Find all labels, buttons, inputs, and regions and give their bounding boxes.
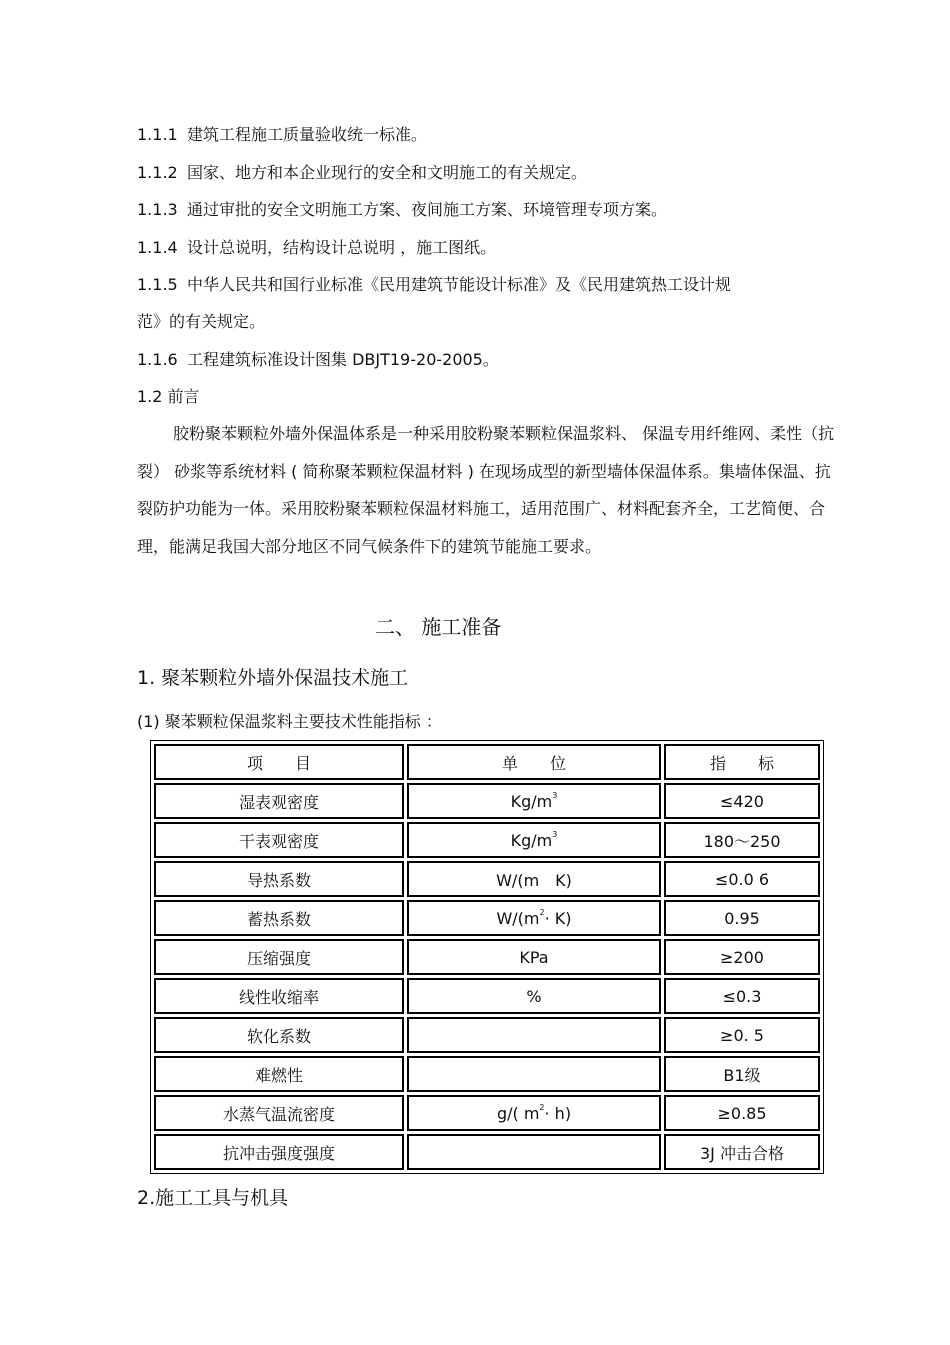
list-item — [137, 275, 731, 295]
list-item — [137, 163, 587, 183]
unit-cell — [407, 861, 661, 897]
item-cell: 湿表观密度 — [154, 783, 404, 819]
table-row — [154, 1017, 820, 1053]
value-cell: 3J 冲击合格 — [664, 1134, 820, 1170]
spec-table — [150, 740, 824, 1174]
list-item — [137, 125, 427, 145]
table-row — [154, 978, 820, 1014]
unit-cell — [407, 1017, 661, 1053]
subsection-title: 1. 聚苯颗粒外墙外保温技术施工 — [137, 667, 409, 689]
next-section-title: 2.施工工具与机具 — [137, 1187, 289, 1209]
item-cell: 水蒸气温流密度 — [154, 1095, 404, 1131]
unit-cell — [407, 900, 661, 936]
value-cell: B1级 — [664, 1056, 820, 1092]
item-text: 通过审批的安全文明施工方案、夜间施工方案、环境管理专项方案。 — [187, 200, 668, 219]
unit-cell — [407, 1134, 661, 1170]
unit-tail: · h) — [544, 1103, 572, 1123]
item-text: 中华人民共和国行业标准《民用建筑节能设计标准》及《民用建筑热工设计规 — [187, 275, 732, 294]
header-cell: 项 目 — [154, 744, 404, 780]
table-row — [154, 1056, 820, 1092]
item-text: 工程建筑标准设计图集 DBJT19-20-2005。 — [187, 350, 499, 369]
item-text: 建筑工程施工质量验收统一标准。 — [187, 125, 428, 144]
unit-tail: · K) — [544, 908, 572, 928]
list-item — [137, 238, 496, 258]
table-row — [154, 861, 820, 897]
unit-cell — [407, 939, 661, 975]
table-row — [154, 783, 820, 819]
value-cell: ≤0.0 6 — [664, 861, 820, 897]
unit-text: KPa — [519, 947, 549, 967]
unit-cell — [407, 783, 661, 819]
header-cell: 单 位 — [407, 744, 661, 780]
unit-cell — [407, 1095, 661, 1131]
item-number: 1.1.6 — [137, 350, 178, 369]
list-item — [137, 200, 667, 220]
value-cell: ≥0.85 — [664, 1095, 820, 1131]
value-cell: 180～250 — [664, 822, 820, 858]
unit-superscript: 2 — [539, 907, 545, 917]
foreword-heading: 1.2 前言 — [137, 387, 200, 406]
item-number: 1.1.5 — [137, 275, 178, 294]
unit-text: Kg/m — [510, 791, 553, 811]
table-row — [154, 939, 820, 975]
item-cell: 干表观密度 — [154, 822, 404, 858]
item-number: 1.1.1 — [137, 125, 178, 144]
value-cell: 0.95 — [664, 900, 820, 936]
table-caption: (1) 聚苯颗粒保温浆料主要技术性能指标 ： — [137, 712, 442, 731]
item-text: 国家、地方和本企业现行的安全和文明施工的有关规定。 — [187, 163, 588, 182]
unit-text: g/( m — [496, 1103, 540, 1123]
value-cell: ≥0. 5 — [664, 1017, 820, 1053]
foreword-paragraph: 胶粉聚苯颗粒外墙外保温体系是一种采用胶粉聚苯颗粒保温浆料、 保温专用纤维网、柔性（抗裂） 砂浆等系统材料 ( 简称聚苯颗粒保温材料 ) 在现场成型的新型墙体保温体系。集墙体保温、抗裂防护功能为一体。采用胶粉聚苯颗粒保温材料施工，适用范围广、材料配套齐全，工艺简便、合理，能满足我国大部分地区不同气候条件下的建筑节能施工要求。 — [137, 424, 835, 556]
header-cell: 指 标 — [664, 744, 820, 780]
item-cell: 软化系数 — [154, 1017, 404, 1053]
item-cell: 难燃性 — [154, 1056, 404, 1092]
unit-text: W/(m K) — [496, 870, 572, 890]
list-item-continuation: 范》的有关规定。 — [137, 312, 266, 331]
item-number: 1.1.4 — [137, 238, 178, 257]
table-row — [154, 1134, 820, 1170]
item-cell: 抗冲击强度强度 — [154, 1134, 404, 1170]
table-header-row — [154, 744, 820, 780]
table-row — [154, 900, 820, 936]
item-cell: 蓄热系数 — [154, 900, 404, 936]
unit-text: % — [526, 986, 542, 1006]
unit-cell — [407, 822, 661, 858]
list-item — [137, 350, 499, 370]
unit-text: W/(m — [496, 908, 540, 928]
table-row — [154, 1095, 820, 1131]
value-cell: ≥200 — [664, 939, 820, 975]
unit-cell — [407, 1056, 661, 1092]
unit-superscript: 2 — [539, 1102, 545, 1112]
unit-superscript: 3 — [552, 829, 558, 839]
value-cell: ≤0.3 — [664, 978, 820, 1014]
item-cell: 导热系数 — [154, 861, 404, 897]
section-title: 二、 施工准备 — [375, 615, 502, 639]
unit-cell — [407, 978, 661, 1014]
table-row — [154, 822, 820, 858]
unit-text: Kg/m — [510, 830, 553, 850]
item-text: 设计总说明，结构设计总说明 ，施工图纸。 — [187, 238, 497, 257]
item-number: 1.1.2 — [137, 163, 178, 182]
value-cell: ≤420 — [664, 783, 820, 819]
item-number: 1.1.3 — [137, 200, 178, 219]
item-cell: 压缩强度 — [154, 939, 404, 975]
unit-superscript: 3 — [552, 790, 558, 800]
item-cell: 线性收缩率 — [154, 978, 404, 1014]
